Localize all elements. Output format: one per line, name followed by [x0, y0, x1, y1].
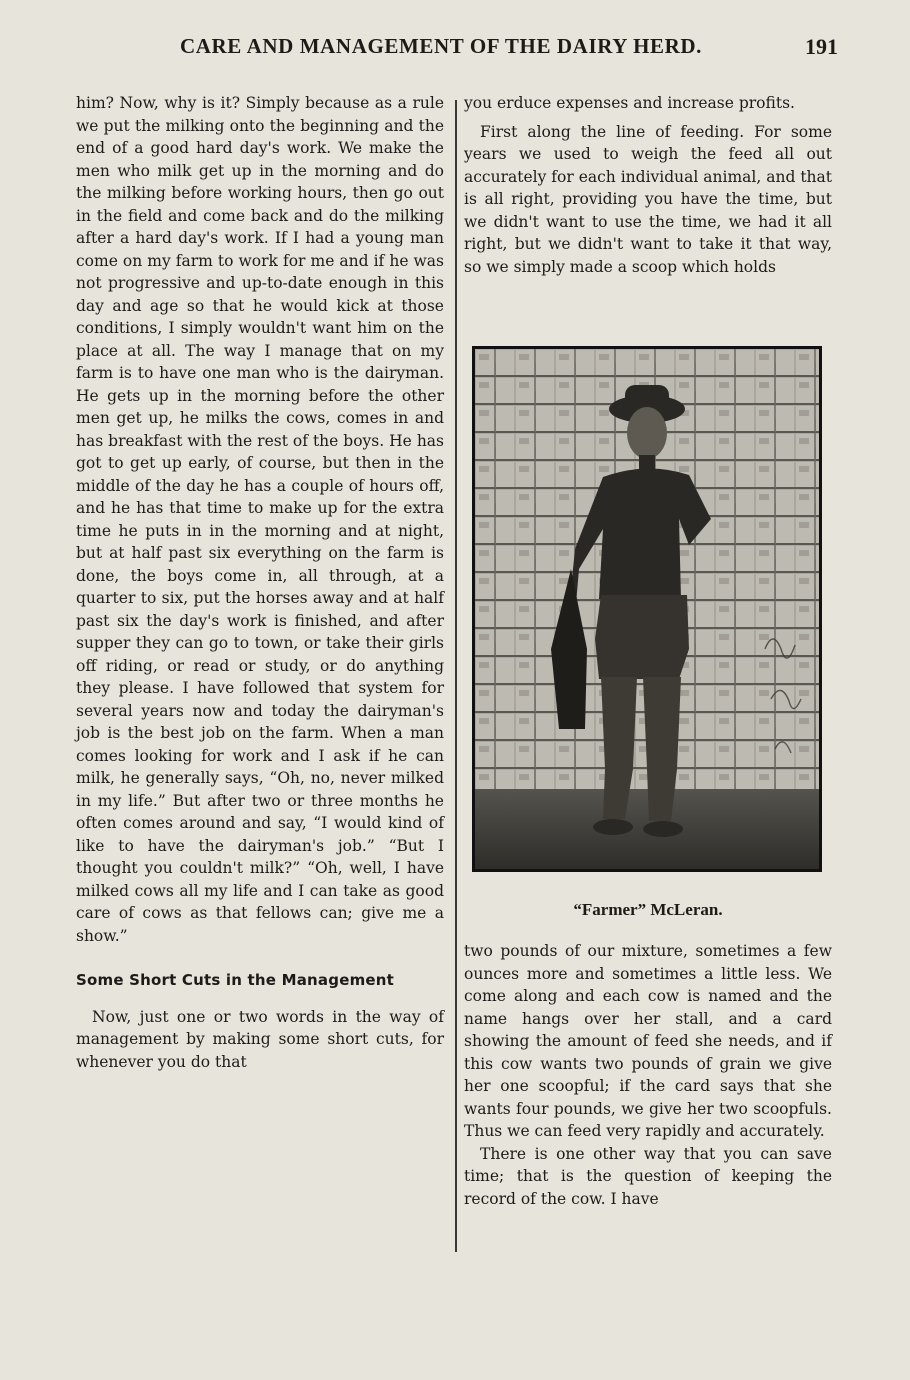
page-number: 191 [805, 34, 838, 59]
body-paragraph: First along the line of feeding. For some years we used to weigh the feed all out accurately for each individual animal, and that is all right, providing you have the time, but we didn't want to use the time, we had it all right, but we didn't want to take it that way, so we simply made a scoop which holds [464, 122, 832, 276]
man-standing-before-shingled-wall-icon [475, 349, 819, 869]
left-column [76, 92, 444, 1073]
section-heading: Some Short Cuts in the Management [76, 971, 395, 989]
portrait-photo [472, 346, 822, 872]
photo-caption: “Farmer” McLeran. [573, 900, 723, 919]
right-column-top [464, 92, 832, 278]
body-paragraph: him? Now, why is it? Simply because as a rule we put the milking onto the beginning and the end of a good hard day's work. We make the men who milk get up in the morning and do the milking before working hours, then go out in the field and come back and do the milking after a hard day's work. If I had a young man come on my farm to work for me and if he was not progressive and up-to-date enough in this day and age so that he would kick at those conditions, I simply wouldn't want him on the place at all. The way I manage that on my farm is to have one man who is the dairyman. He gets up in the morning before the other men get up, he milks the cows, comes in and has breakfast with the rest of the boys. He has got to get up early, of course, but then in the middle of the day he has a couple of hours off, and he has that time to make up for the extra time he puts in in the morning and at night, but at half past six everything on the farm is done, the boys come in, all through, at a quarter to six, put the horses away and at half past six the day's work is finished, and after supper they can go to town, or take their girls off riding, or read or study, or do anything they please. I have followed that system for several years now and today the dairyman's job is the best job on the farm. When a man comes looking for work and I ask if he can milk, he generally says, “Oh, no, never milked in my life.” But after two or three months he often comes around and say, “I would kind of like to have the dairyman's job.” “But I thought you couldn't milk?” “Oh, well, I have milked cows all my life and I can take as good care of cows as that fellows can; give me a show.” [76, 94, 444, 945]
body-paragraph: you erduce expenses and increase profits. [464, 94, 795, 112]
right-column-bottom [464, 940, 832, 1210]
column-divider [455, 100, 457, 1252]
body-paragraph: There is one other way that you can save time; that is the question of keeping the record of the cow. I have [464, 1144, 832, 1208]
running-head: CARE AND MANAGEMENT OF THE DAIRY HERD. [180, 34, 703, 58]
body-paragraph: two pounds of our mixture, sometimes a few ounces more and sometimes a little less. We come along and each cow is named and the name hangs over her stall, and a card showing the amount of feed she needs, and if this cow wants two pounds of grain we give her one scoopful; if the card says that she wants four pounds, we give her two scoopfuls. Thus we can feed very rapidly and accurately. [464, 942, 832, 1140]
body-paragraph: Now, just one or two words in the way of management by making some short cuts, for whenever you do that [76, 1007, 444, 1071]
